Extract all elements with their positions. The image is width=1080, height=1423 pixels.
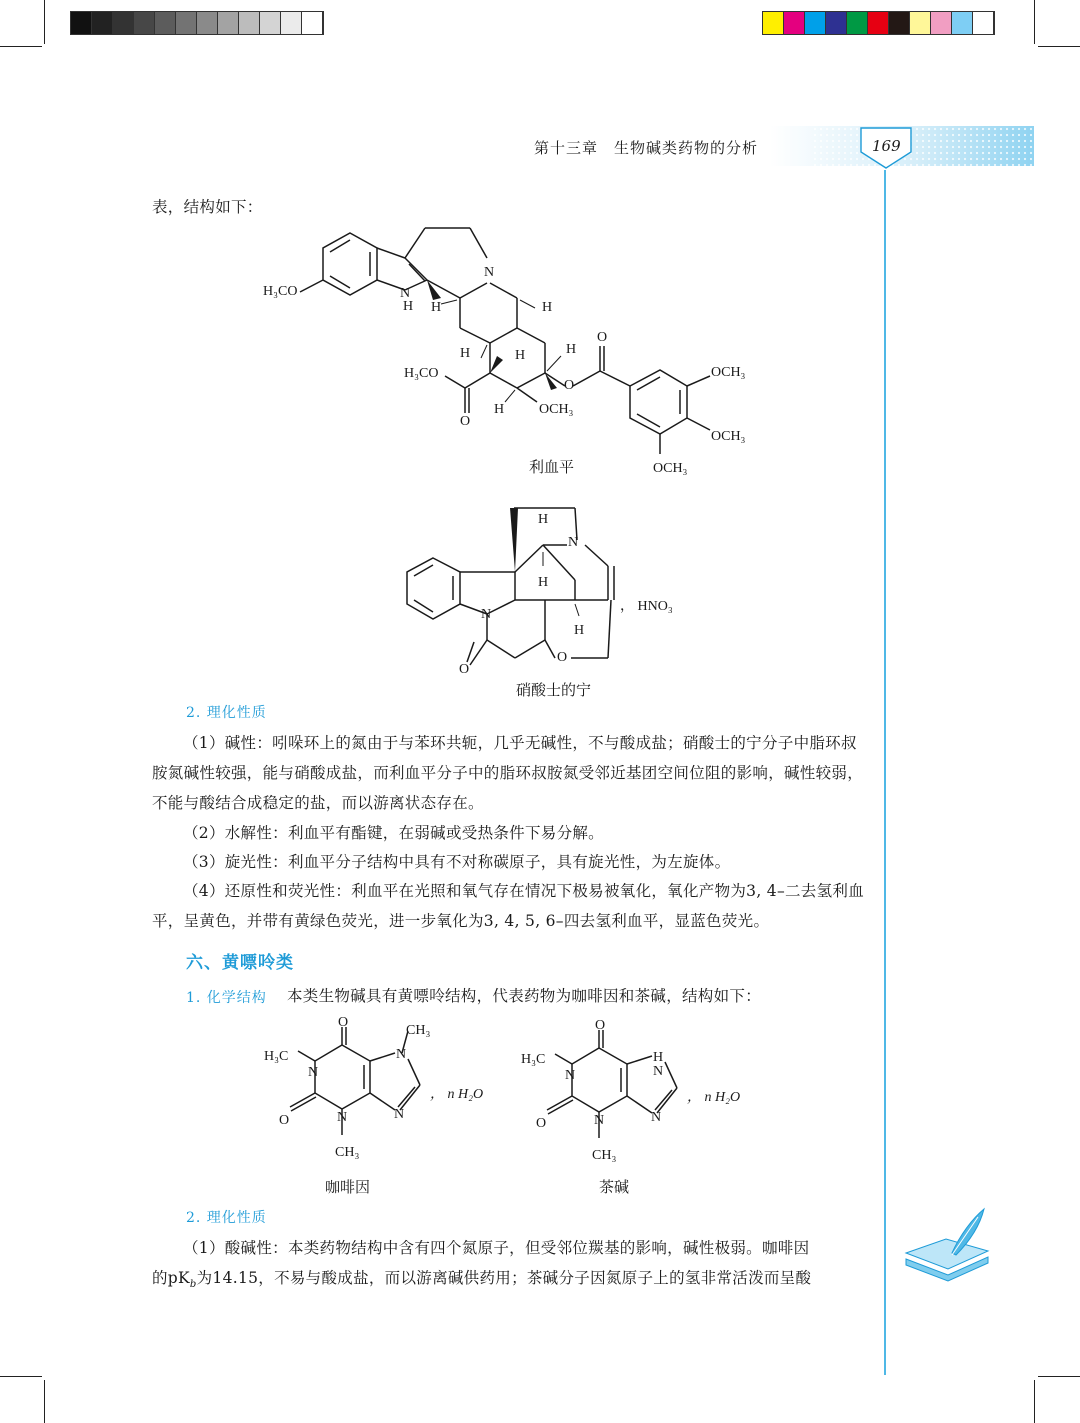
atom-label: H — [538, 575, 549, 590]
atom-label: N — [565, 1068, 576, 1083]
caffeine-labels — [260, 1015, 500, 1165]
page-number: 169 — [872, 137, 901, 155]
paragraph: （3）旋光性：利血平分子结构中具有不对称碳原子，具有旋光性，为左旋体。 — [183, 853, 731, 871]
paragraph-part: 为14.15，不易与酸成盐，而以游离碱供药用；茶碱分子因氮原子上的氢非常活泼而呈酸 — [196, 1269, 812, 1287]
atom-label: H — [542, 300, 553, 315]
theophylline-caption: 茶碱 — [599, 1178, 630, 1196]
paragraph: （1）酸碱性：本类药物结构中含有四个氮原子，但受邻位羰基的影响，碱性极弱。咖啡因 — [183, 1239, 810, 1257]
atom-label: H — [574, 623, 585, 638]
atom-label: H — [403, 299, 414, 314]
atom-label: H — [653, 1050, 664, 1065]
atom-label: O — [557, 650, 568, 665]
calibration-swatch — [71, 12, 92, 34]
atom-label: CH₃ — [592, 1148, 617, 1163]
calibration-swatch — [763, 12, 784, 34]
calibration-swatch — [847, 12, 868, 34]
atom-label: O — [279, 1113, 290, 1128]
atom-label: O — [460, 414, 471, 429]
subheading-properties-1: 2. 理化性质 — [186, 705, 267, 721]
atom-label: CH₃ — [335, 1145, 360, 1160]
atom-label: O — [536, 1116, 547, 1131]
calibration-swatch — [176, 12, 197, 34]
running-header — [0, 126, 1080, 170]
margin-rule — [884, 170, 886, 1375]
atom-label: N — [396, 1047, 407, 1062]
paragraph — [152, 1263, 864, 1300]
grey-calibration-bar — [70, 11, 324, 35]
calibration-swatch — [113, 12, 134, 34]
crop-mark — [0, 46, 42, 47]
atom-label: H₃CO — [404, 366, 439, 381]
calibration-swatch — [92, 12, 113, 34]
calibration-swatch — [302, 12, 323, 34]
atom-label: H — [538, 512, 549, 527]
hydrate-label: ， n H₂O — [430, 1087, 484, 1102]
hydrate-label: ， n H₂O — [687, 1090, 741, 1105]
reserpine-labels — [255, 218, 775, 498]
atom-label: N — [484, 265, 495, 280]
calibration-swatch — [281, 12, 302, 34]
strychnine-labels — [395, 500, 695, 680]
chapter-label: 第十三章 — [534, 139, 599, 157]
subheading-chemical-structure: 1. 化学结构 — [186, 990, 267, 1006]
section-heading: 六、黄嘌呤类 — [186, 953, 294, 973]
calibration-swatch — [239, 12, 260, 34]
intro-line: 表，结构如下： — [152, 198, 263, 216]
calibration-swatch — [155, 12, 176, 34]
crop-mark — [1034, 1380, 1035, 1423]
book-quill-icon — [900, 1205, 992, 1285]
calibration-swatch — [952, 12, 973, 34]
paragraph-part: 的pK — [152, 1269, 190, 1287]
theophylline-labels — [517, 1018, 757, 1168]
calibration-swatch — [868, 12, 889, 34]
atom-label: O — [595, 1018, 606, 1033]
atom-label: OCH₃ — [539, 402, 574, 417]
calibration-swatch — [805, 12, 826, 34]
atom-label: O — [597, 330, 608, 345]
calibration-swatch — [889, 12, 910, 34]
atom-label: N — [337, 1110, 348, 1125]
color-calibration-bar — [762, 11, 995, 35]
atom-label: H₃C — [521, 1052, 546, 1067]
calibration-swatch — [931, 12, 952, 34]
crop-mark — [1034, 0, 1035, 44]
calibration-swatch — [910, 12, 931, 34]
atom-label: H — [566, 342, 577, 357]
atom-label: H — [494, 402, 505, 417]
pkb-subscript: b — [189, 1279, 197, 1291]
caffeine-caption: 咖啡因 — [325, 1178, 371, 1196]
atom-label: OCH₃ — [711, 429, 746, 444]
calibration-swatch — [260, 12, 281, 34]
paragraph: （1）碱性：吲哚环上的氮由于与苯环共轭，几乎无碱性，不与酸成盐；硝酸士的宁分子中脂环叔胺氮碱性较强，能与硝酸成盐，而利血平分子中的脂环叔胺氮受邻近基团空间位阻的影响，碱性较弱，不能与酸结合成稳定的盐，而以游离状态存在。 — [152, 734, 864, 812]
atom-label: N — [651, 1110, 662, 1125]
calibration-swatch — [973, 12, 994, 34]
reserpine-caption: 利血平 — [529, 458, 575, 476]
salt-label: ， HNO₃ — [620, 599, 673, 614]
calibration-swatch — [197, 12, 218, 34]
crop-mark — [44, 0, 45, 44]
chapter-title: 生物碱类药物的分析 — [614, 139, 759, 157]
atom-label: H₃C — [264, 1049, 289, 1064]
atom-label: N — [308, 1065, 319, 1080]
crop-mark — [44, 1380, 45, 1423]
subheading-text: 本类生物碱具有黄嘌呤结构，代表药物为咖啡因和茶碱，结构如下： — [287, 987, 762, 1005]
subheading-properties-2: 2. 理化性质 — [186, 1210, 267, 1226]
atom-label: H — [460, 346, 471, 361]
calibration-swatch — [784, 12, 805, 34]
atom-label: H — [515, 348, 526, 363]
calibration-swatch — [218, 12, 239, 34]
atom-label: N — [394, 1107, 405, 1122]
calibration-swatch — [134, 12, 155, 34]
atom-label: H₃CO — [263, 284, 298, 299]
atom-label: N — [481, 607, 492, 622]
crop-mark — [0, 1376, 42, 1377]
atom-label: CH₃ — [406, 1023, 431, 1038]
atom-label: H — [431, 300, 442, 315]
paragraph: （2）水解性：利血平有酯键，在弱碱或受热条件下易分解。 — [183, 824, 604, 842]
calibration-swatch — [826, 12, 847, 34]
atom-label: N — [594, 1113, 605, 1128]
atom-label: N — [653, 1064, 664, 1079]
atom-label: O — [338, 1015, 349, 1030]
atom-label: N — [568, 535, 579, 550]
paragraph: （4）还原性和荧光性：利血平在光照和氧气存在情况下极易被氧化，氧化产物为3, 4–二去氢利血平，呈黄色，并带有黄绿色荧光，进一步氧化为3, 4, 5, 6–四去氢利血平，显蓝色荧光。 — [152, 882, 864, 930]
atom-label: N — [400, 286, 411, 301]
strychnine-caption: 硝酸士的宁 — [516, 681, 592, 699]
crop-mark — [1038, 46, 1080, 47]
atom-label: OCH₃ — [711, 365, 746, 380]
atom-label: OCH₃ — [653, 461, 688, 476]
atom-label: O — [459, 662, 470, 677]
atom-label: O — [564, 378, 575, 393]
crop-mark — [1038, 1376, 1080, 1377]
